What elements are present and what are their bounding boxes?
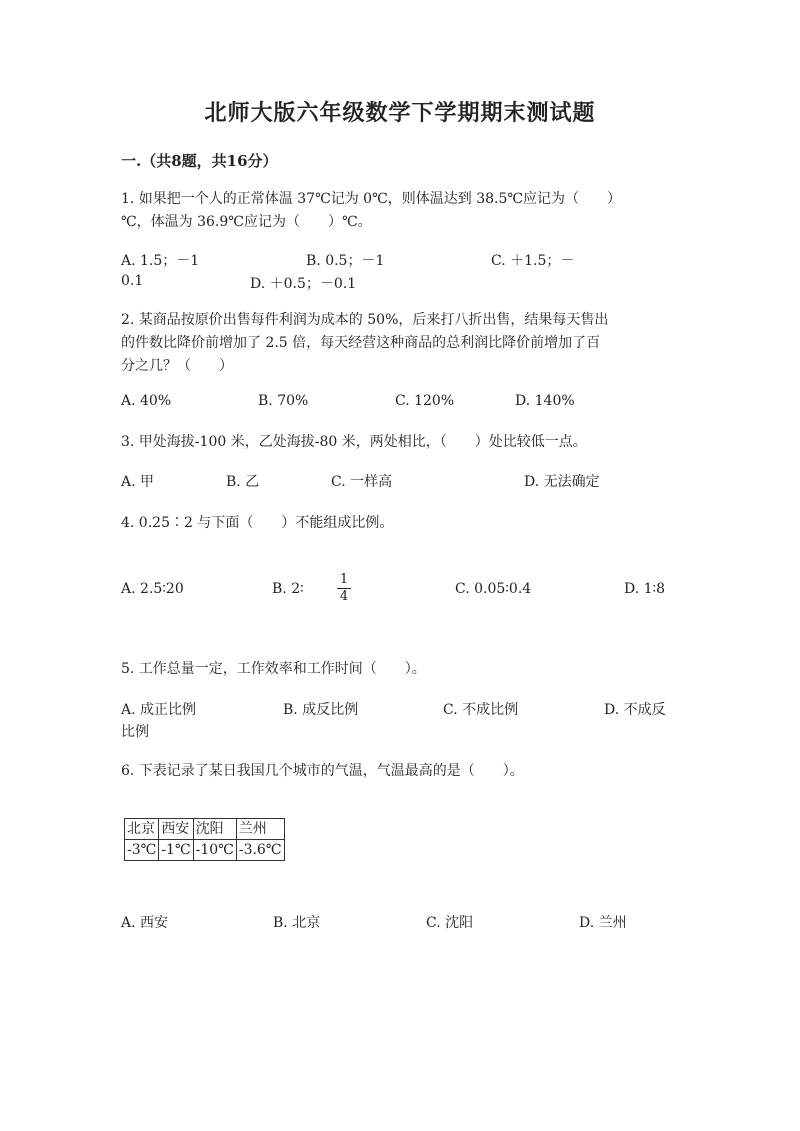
q5-option-c[interactable]: C. 不成比例 (443, 702, 519, 718)
q1-option-d[interactable]: D. ＋0.5；－0.1 (250, 276, 357, 292)
q4-option-c[interactable]: C. 0.05∶0.4 (455, 581, 532, 597)
table-cell-city: 北京 (125, 819, 159, 840)
q2-stem-line3: 分之几？（ ） (121, 358, 233, 374)
page-title: 北师大版六年级数学下学期期末测试题 (204, 100, 596, 126)
q4-stem: 4. 0.25∶2 与下面（ ）不能组成比例。 (121, 515, 394, 531)
q4-option-d[interactable]: D. 1∶8 (624, 581, 666, 597)
q3-option-d[interactable]: D. 无法确定 (524, 474, 600, 490)
q4-option-b-fraction (337, 573, 351, 604)
fraction-denominator: 4 (339, 589, 349, 604)
q5-option-b[interactable]: B. 成反比例 (283, 702, 359, 718)
q2-option-c[interactable]: C. 120% (395, 393, 455, 409)
q5-option-d[interactable]: D. 不成反 (604, 702, 666, 718)
q5-option-a[interactable]: A. 成正比例 (121, 702, 197, 718)
q1-option-c[interactable]: C. ＋1.5；－ (491, 253, 575, 269)
q6-option-b[interactable]: B. 北京 (273, 915, 321, 931)
q1-option-c-cont: 0.1 (121, 273, 144, 289)
q1-stem-line2: ℃，体温为 36.9℃应记为（ ）℃。 (121, 214, 372, 230)
q4-option-a[interactable]: A. 2.5∶20 (121, 581, 184, 597)
q6-option-d[interactable]: D. 兰州 (579, 915, 627, 931)
q3-option-b[interactable]: B. 乙 (226, 474, 260, 490)
q4-option-b[interactable]: B. 2∶ (272, 581, 304, 597)
q3-stem: 3. 甲处海拔-100 米，乙处海拔-80 米，两处相比，（ ）处比较低一点。 (121, 434, 587, 450)
table-cell-temp: -10℃ (193, 840, 236, 861)
q2-stem-line1: 2. 某商品按原价出售每件利润为成本的 50%，后来打八折出售，结果每天售出 (121, 312, 609, 328)
q3-option-a[interactable]: A. 甲 (121, 474, 155, 490)
q5-option-d-cont: 比例 (121, 724, 149, 740)
table-cell-temp: -3℃ (125, 840, 159, 861)
q2-stem-line2: 的件数比降价前增加了 2.5 倍，每天经营这种商品的总利润比降价前增加了百 (121, 335, 601, 351)
q5-stem: 5. 工作总量一定，工作效率和工作时间（ ）。 (121, 661, 426, 677)
q2-option-d[interactable]: D. 140% (515, 393, 575, 409)
table-row-cities (125, 819, 285, 840)
table-cell-temp: -3.6℃ (236, 840, 284, 861)
q6-option-c[interactable]: C. 沈阳 (426, 915, 474, 931)
table-cell-temp: -1℃ (159, 840, 193, 861)
q1-option-a[interactable]: A. 1.5；－1 (121, 253, 200, 269)
table-row-temps (125, 840, 285, 861)
q6-option-a[interactable]: A. 西安 (121, 915, 169, 931)
table-cell-city: 西安 (159, 819, 193, 840)
fraction-numerator: 1 (339, 572, 349, 587)
temperature-table (124, 818, 285, 861)
q3-option-c[interactable]: C. 一样高 (331, 474, 393, 490)
table-cell-city: 兰州 (236, 819, 284, 840)
q6-stem: 6. 下表记录了某日我国几个城市的气温，气温最高的是（ ）。 (121, 763, 524, 779)
table-cell-city: 沈阳 (193, 819, 236, 840)
section-heading: 一.（共8题，共16分） (121, 152, 278, 170)
q2-option-b[interactable]: B. 70% (258, 393, 309, 409)
q2-option-a[interactable]: A. 40% (121, 393, 172, 409)
q1-stem-line1: 1. 如果把一个人的正常体温 37℃记为 0℃，则体温达到 38.5℃应记为（ ） (121, 191, 622, 207)
q1-option-b[interactable]: B. 0.5；－1 (306, 253, 385, 269)
